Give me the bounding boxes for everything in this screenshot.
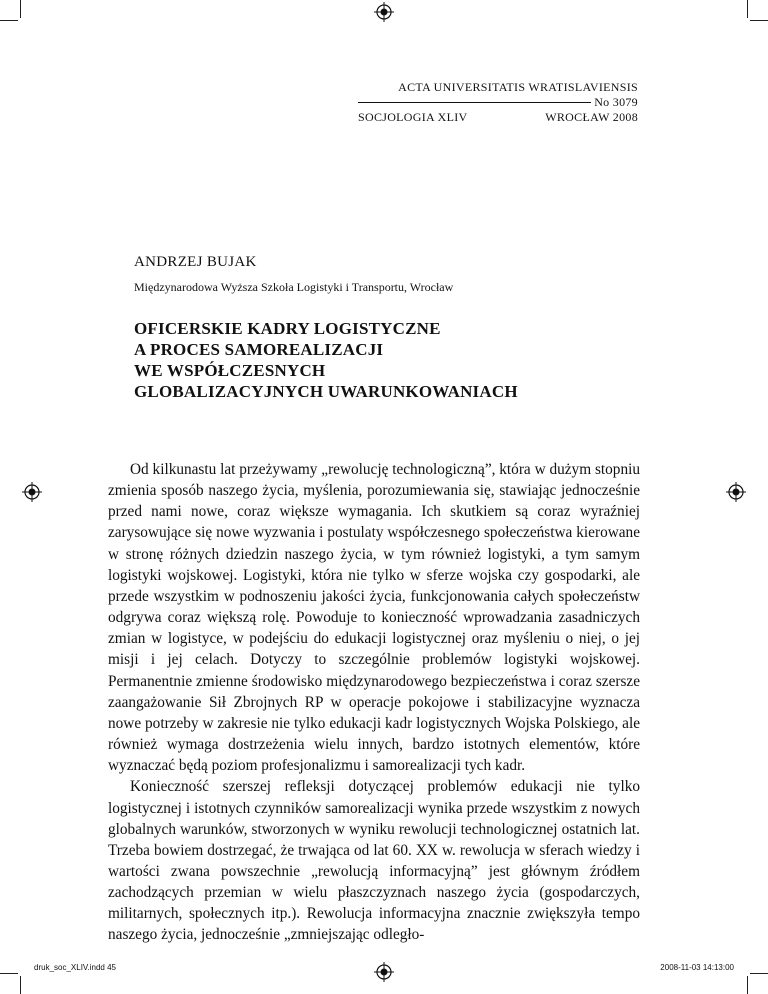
journal-series-row (358, 110, 638, 124)
author-affiliation: Międzynarodowa Wyższa Szkoła Logistyki i Transportu, Wrocław (134, 280, 454, 294)
place-year: WROCŁAW 2008 (545, 110, 638, 124)
header-rule (358, 102, 591, 103)
article-title (134, 318, 518, 402)
crop-mark-icon (747, 976, 748, 994)
registration-mark-icon (22, 482, 42, 502)
article-body (108, 459, 640, 946)
crop-mark-icon (750, 973, 768, 974)
series-name: SOCJOLOGIA XLIV (358, 110, 468, 124)
crop-mark-icon (0, 20, 18, 21)
registration-mark-icon (374, 2, 394, 22)
footer-filename: druk_soc_XLIV.indd 45 (34, 963, 116, 972)
journal-rule-row (358, 95, 638, 109)
registration-mark-icon (374, 962, 394, 982)
crop-mark-icon (20, 976, 21, 994)
crop-mark-icon (20, 0, 21, 18)
body-paragraph: Od kilkunastu lat przeżywamy „rewolucję technologiczną”, która w dużym stopniu zmienia sposób naszego życia, myślenia, porozumiewania się, stawiając jednocześnie przed nami nowe, coraz większe wymagania. Ich skutkiem są coraz wyraźniej zarysowujące się nowe wyzwania i postulaty współczesnego społeczeństwa kierowane w stronę różnych dziedzin naszego życia, w tym również logistyki, a tym samym logistyki wojskowej. Logistyki, która nie tylko w sferze wojska czy gospodarki, ale przede wszystkim w podnoszeniu jakości życia, funkcjonowania całych społeczeństw odgrywa coraz większą rolę. Powoduje to konieczność wprowadzania zasadniczych zmian w logistyce, w podejściu do edukacji logistycznej oraz myśleniu o niej, o jej misji i jej celach. Dotyczy to szczególnie problemów logistyki wojskowej. Permanentnie zmienne środowisko międzynarodowego bezpieczeństwa i coraz szersze zaangażowanie Sił Zbrojnych RP w operacje pokojowe i stabilizacyjne wyznacza nowe potrzeby w zakresie nie tylko edukacji kadr logistycznych Wojska Polskiego, ale również wymaga dostrzeżenia wielu innych, bardzo istotnych elementów, które wyznaczać będą poziom profesjonalizmu i samorealizacji tych kadr. (108, 461, 640, 775)
crop-mark-icon (750, 20, 768, 21)
footer-timestamp: 2008-11-03 14:13:00 (660, 963, 734, 972)
journal-name: ACTA UNIVERSITATIS WRATISLAVIENSIS (398, 80, 638, 94)
title-line: GLOBALIZACYJNYCH UWARUNKOWANIACH (134, 382, 518, 401)
journal-header (358, 80, 638, 124)
title-line: OFICERSKIE KADRY LOGISTYCZNE (134, 319, 441, 338)
title-line: A PROCES SAMOREALIZACJI (134, 340, 384, 359)
crop-mark-icon (0, 973, 18, 974)
title-line: WE WSPÓŁCZESNYCH (134, 361, 326, 380)
registration-mark-icon (726, 482, 746, 502)
body-paragraph: Konieczność szerszej refleksji dotyczącej problemów edukacji nie tylko logistycznej i istotnych czynników samorealizacji wynika przede wszystkim z nowych globalnych warunków, stworzonych w wyniku rewolucji technologicznej ostatnich lat. Trzeba bowiem dostrzegać, że trwająca od lat 60. XX w. rewolucja w sferach wiedzy i wartości zwana powszechnie „rewolucją informacyjną” jest głównym źródłem zachodzących przemian w wielu płaszczyznach naszego życia (gospodarczych, militarnych, społecznych itp.). Rewolucja informacyjna znacznie zwiększyła tempo naszego życia, jednocześnie „zmniejszając odległo- (108, 778, 640, 944)
author-name: ANDRZEJ BUJAK (134, 254, 257, 270)
issue-number: No 3079 (594, 95, 638, 109)
crop-mark-icon (747, 0, 748, 18)
